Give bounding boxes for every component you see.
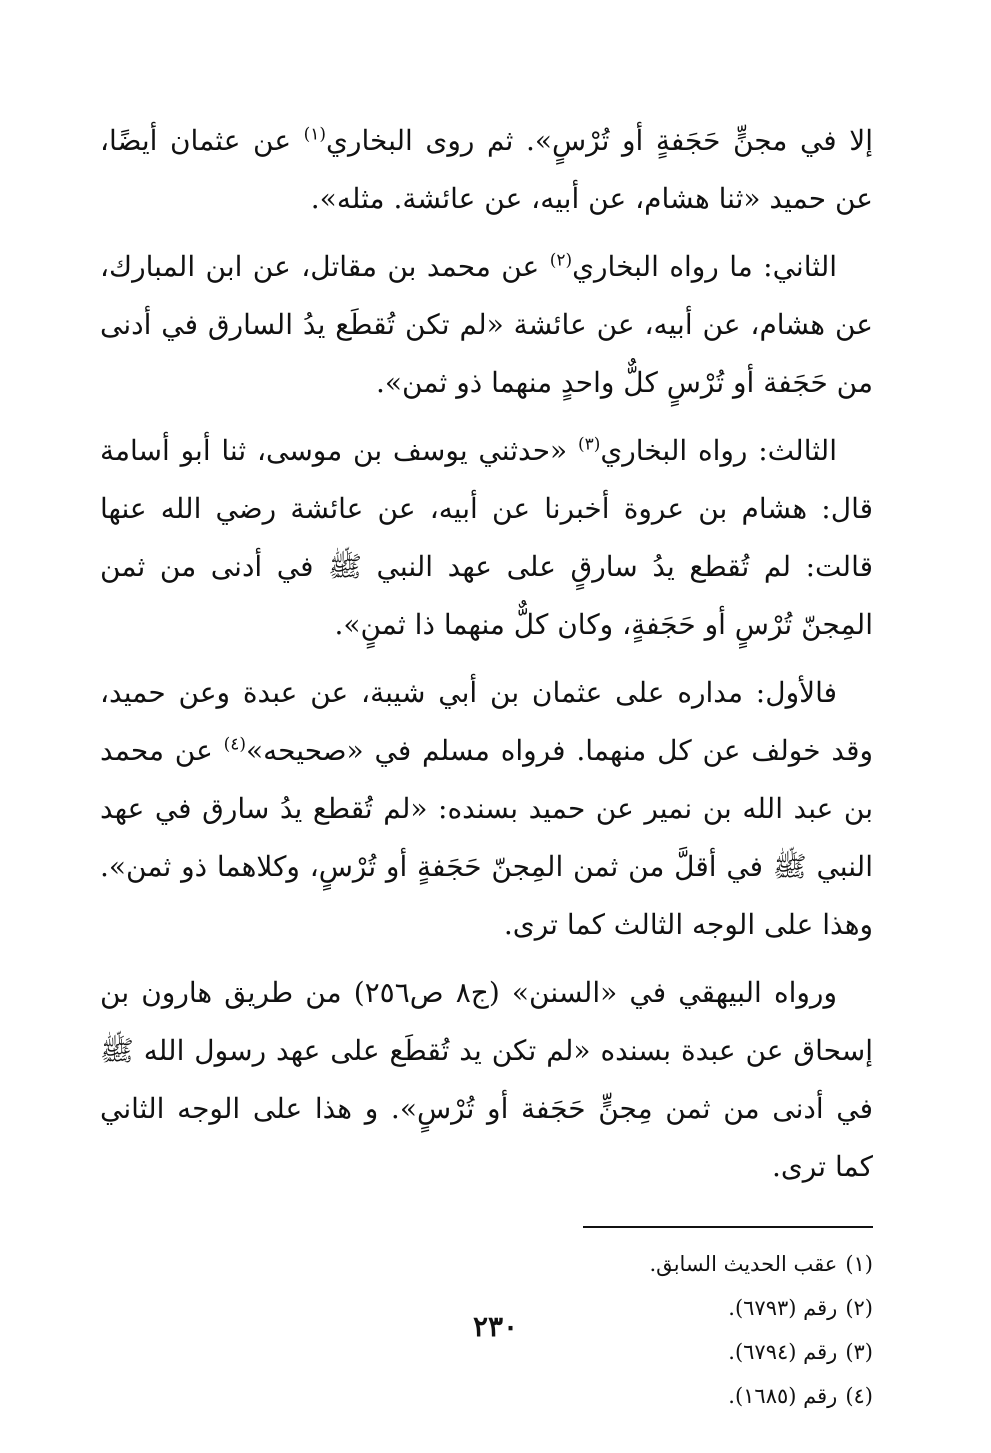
paragraph-text: عن محمد بن عبد الله بن نمير عن حميد بسنده: «لم تُقطع يدُ سارق في عهد النبي ﷺ في أقلَّ من ثمن المِجنّ حَجَفةٍ أو تُرْسٍ، وكلاهما ذو ثمن». وهذا على الوجه الثالث كما ترى. [100,734,873,941]
paragraph-text: الثالث: رواه البخاري [600,434,837,467]
footnote-number: (٤) [845,1384,873,1408]
footnote-ref-1: (١) [303,124,327,145]
paragraph-text: عن عثمان أيضًا، عن حميد «ثنا هشام، عن أبيه، عن عائشة. مثله». [100,124,873,215]
main-text [100,112,873,1196]
footnote-text: عقب الحديث السابق. [649,1252,838,1276]
footnote-number: (١) [845,1252,873,1276]
footnote-number: (٢) [845,1296,873,1320]
paragraph-text: عن محمد بن مقاتل، عن ابن المبارك، عن هشام، عن أبيه، عن عائشة «لم تكن تُقطَع يدُ السارق في أدنى من حَجَفة أو تُرْسٍ كلٌّ واحدٍ منهما ذو ثمن». [100,250,873,399]
footnote-text: رقم (٦٧٩٤). [728,1340,838,1364]
paragraph-1 [100,112,873,228]
footnote-text: رقم (١٦٨٥). [728,1384,838,1408]
footnote-ref-3: (٣) [577,434,601,455]
footnote-ref-2: (٢) [549,250,573,271]
paragraph-text: إلا في مجنٍّ حَجَفةٍ أو تُرْسٍ». ثم روى البخاري [326,124,873,157]
footnote-number: (٣) [845,1340,873,1364]
footnote-separator [583,1226,873,1228]
footnote-1 [100,1242,873,1286]
paragraph-3 [100,422,873,654]
paragraph-text: فالأول: مداره على عثمان بن أبي شيبة، عن عبدة وعن حميد، وقد خولف عن كل منهما. فرواه مسلم في «صحيحه» [100,676,873,767]
footnote-text: رقم (٦٧٩٣). [728,1296,838,1320]
paragraph-4 [100,664,873,954]
paragraph-text: «حدثني يوسف بن موسى، ثنا أبو أسامة قال: هشام بن عروة أخبرنا عن أبيه، عن عائشة رضي الله عنها قالت: لم تُقطع يدُ سارقٍ على عهد النبي ﷺ في أدنى من ثمن المِجنّ تُرْسٍ أو حَجَفةٍ، وكان كلٌّ منهما ذا ثمنٍ». [100,434,873,641]
footnote-4 [100,1374,873,1418]
paragraph-text: ورواه البيهقي في «السنن» (ج٨ ص٢٥٦) من طريق هارون بن إسحاق عن عبدة بسنده «لم تكن يد تُقطَع على عهد رسول الله ﷺ في أدنى من ثمن مِجنٍّ حَجَفة أو تُرْسٍ». و هذا على الوجه الثاني كما ترى. [100,976,873,1183]
footnote-ref-4: (٤) [223,734,247,755]
paragraph-2 [100,238,873,412]
page-number: ٢٣٠ [472,1310,519,1343]
paragraph-5 [100,964,873,1196]
paragraph-text: الثاني: ما رواه البخاري [572,250,838,283]
